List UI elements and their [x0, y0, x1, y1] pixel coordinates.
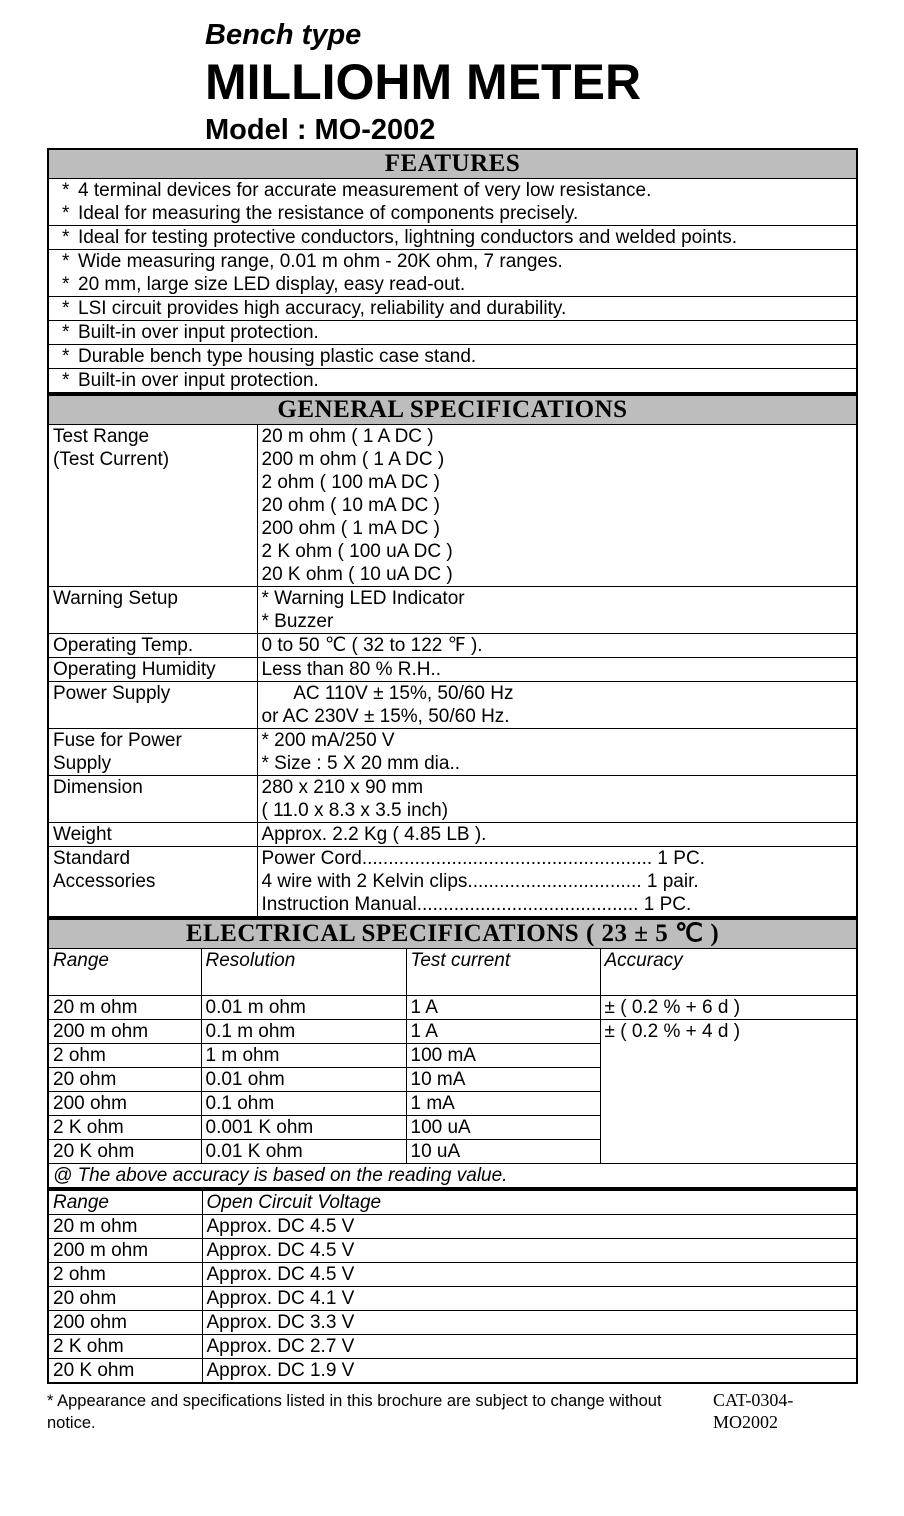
range-cell: 200 m ohm: [48, 1020, 201, 1044]
features-heading: FEATURES: [48, 149, 857, 179]
spec-row: [48, 587, 857, 634]
spec-row: [48, 425, 857, 587]
spec-row: [48, 729, 857, 776]
features-table: [47, 148, 858, 394]
feature-group-row: [48, 321, 857, 345]
spec-name-cell: [48, 587, 257, 634]
product-title: MILLIOHM METER: [205, 54, 642, 110]
product-type-label: Bench type: [205, 19, 362, 51]
spec-value-line: * Buzzer: [261, 611, 334, 632]
voltage-cell: Approx. DC 2.7 V: [202, 1335, 857, 1359]
feature-item: [53, 179, 852, 202]
table-row: [48, 1239, 857, 1263]
spec-name-line: Test Range: [53, 426, 150, 447]
spec-value-line: AC 110V ± 15%, 50/60 Hz: [261, 683, 514, 704]
range-cell: 2 K ohm: [48, 1335, 202, 1359]
spec-name-cell: [48, 729, 257, 776]
feature-group-row: [48, 226, 857, 250]
feature-text: Durable bench type housing plastic case stand.: [78, 346, 477, 367]
feature-group-row: [48, 345, 857, 369]
resolution-cell: 0.1 m ohm: [201, 1020, 406, 1044]
asterisk-bullet: *: [62, 322, 70, 343]
spec-value-line: Instruction Manual.......................................... 1 PC.: [261, 894, 692, 915]
voltage-cell: Approx. DC 4.5 V: [202, 1215, 857, 1239]
spec-name-cell: [48, 658, 257, 682]
resolution-cell: 0.001 K ohm: [201, 1116, 406, 1140]
spec-value-cell: [257, 658, 857, 682]
spec-value-line: Less than 80 % R.H..: [261, 659, 442, 680]
spec-name-line: Warning Setup: [53, 588, 178, 609]
title-block: [0, 0, 904, 148]
feature-item: [53, 297, 852, 320]
asterisk-bullet: *: [62, 180, 70, 201]
test-current-cell: 10 mA: [406, 1068, 600, 1092]
voltage-cell: Approx. DC 1.9 V: [202, 1359, 857, 1384]
table-row: [48, 1287, 857, 1311]
table-row: [48, 1359, 857, 1384]
spec-name-cell: [48, 634, 257, 658]
feature-text: Built-in over input protection.: [78, 370, 319, 391]
spec-row: [48, 658, 857, 682]
column-header-resolution: Resolution: [201, 949, 406, 996]
spec-name-line: Standard: [53, 848, 131, 869]
feature-item: [53, 250, 852, 273]
spec-value-line: Power Cord....................................................... 1 PC.: [261, 848, 705, 869]
range-cell: 200 m ohm: [48, 1239, 202, 1263]
table-row: [48, 1335, 857, 1359]
asterisk-bullet: *: [62, 274, 70, 295]
spec-value-line: ( 11.0 x 8.3 x 3.5 inch): [261, 800, 449, 821]
spec-value-cell: [257, 823, 857, 847]
test-current-cell: 1 mA: [406, 1092, 600, 1116]
resolution-cell: 0.01 ohm: [201, 1068, 406, 1092]
spec-row: [48, 634, 857, 658]
feature-group-row: [48, 179, 857, 226]
spec-name-line: Operating Temp.: [53, 635, 194, 656]
spec-name-line: Fuse for Power: [53, 730, 182, 751]
spec-row: [48, 823, 857, 847]
spec-name-cell: [48, 823, 257, 847]
electrical-specs-table: [47, 918, 858, 1189]
asterisk-bullet: *: [62, 370, 70, 391]
table-row: [48, 1215, 857, 1239]
range-cell: 2 ohm: [48, 1263, 202, 1287]
table-row: [48, 1311, 857, 1335]
general-specs-heading: GENERAL SPECIFICATIONS: [48, 395, 857, 425]
spec-value-line: 200 ohm ( 1 mA DC ): [261, 518, 440, 539]
range-cell: 20 K ohm: [48, 1140, 201, 1164]
resolution-cell: 0.1 ohm: [201, 1092, 406, 1116]
spec-name-cell: [48, 776, 257, 823]
feature-group-row: [48, 250, 857, 297]
spec-value-line: Approx. 2.2 Kg ( 4.85 LB ).: [261, 824, 487, 845]
spec-value-line: 4 wire with 2 Kelvin clips................................. 1 pair.: [261, 871, 699, 892]
resolution-cell: 0.01 m ohm: [201, 996, 406, 1020]
column-header-accuracy: Accuracy: [600, 949, 857, 996]
test-current-cell: 100 uA: [406, 1116, 600, 1140]
spec-value-cell: [257, 587, 857, 634]
spec-value-line: 200 m ohm ( 1 A DC ): [261, 449, 445, 470]
voltage-cell: Approx. DC 4.1 V: [202, 1287, 857, 1311]
test-current-cell: 10 uA: [406, 1140, 600, 1164]
resolution-cell: 0.01 K ohm: [201, 1140, 406, 1164]
range-cell: 20 m ohm: [48, 1215, 202, 1239]
column-header-test-current: Test current: [406, 949, 600, 996]
spec-name-cell: [48, 847, 257, 918]
spec-name-line: Dimension: [53, 777, 143, 798]
spec-value-line: 280 x 210 x 90 mm: [261, 777, 424, 798]
spec-value-line: * Warning LED Indicator: [261, 588, 465, 609]
table-row: [48, 1263, 857, 1287]
spec-row: [48, 682, 857, 729]
spec-value-cell: [257, 634, 857, 658]
test-current-cell: 1 A: [406, 996, 600, 1020]
feature-text: Ideal for testing protective conductors, lightning conductors and welded points.: [78, 227, 738, 248]
asterisk-bullet: *: [62, 203, 70, 224]
feature-item: [53, 226, 852, 249]
column-header-range: Range: [48, 949, 201, 996]
feature-item: [53, 321, 852, 344]
spec-name-cell: [48, 682, 257, 729]
catalog-number: CAT-0304-MO2002: [713, 1390, 794, 1432]
range-cell: 20 m ohm: [48, 996, 201, 1020]
spec-value-line: or AC 230V ± 15%, 50/60 Hz.: [261, 706, 510, 727]
asterisk-bullet: *: [62, 298, 70, 319]
feature-text: LSI circuit provides high accuracy, reliability and durability.: [78, 298, 567, 319]
spec-name-cell: [48, 425, 257, 587]
test-current-cell: 1 A: [406, 1020, 600, 1044]
feature-group-row: [48, 297, 857, 321]
feature-item: [53, 369, 852, 392]
asterisk-bullet: *: [62, 251, 70, 272]
spec-name-line: Supply: [53, 753, 112, 774]
feature-text: Wide measuring range, 0.01 m ohm - 20K ohm, 7 ranges.: [78, 251, 563, 272]
spec-name-line: Accessories: [53, 871, 156, 892]
voltage-cell: Approx. DC 4.5 V: [202, 1263, 857, 1287]
electrical-specs-heading: ELECTRICAL SPECIFICATIONS ( 23 ± 5 ℃ ): [48, 919, 857, 949]
range-cell: 20 K ohm: [48, 1359, 202, 1384]
feature-text: 4 terminal devices for accurate measurement of very low resistance.: [78, 180, 652, 201]
range-cell: 200 ohm: [48, 1092, 201, 1116]
spec-name-line: Operating Humidity: [53, 659, 216, 680]
range-cell: 2 ohm: [48, 1044, 201, 1068]
feature-item: [53, 345, 852, 368]
spec-row: [48, 776, 857, 823]
spec-value-line: 20 ohm ( 10 mA DC ): [261, 495, 440, 516]
voltage-cell: Approx. DC 4.5 V: [202, 1239, 857, 1263]
footer-note: * Appearance and specifications listed in this brochure are subject to change without notice.: [47, 1392, 662, 1432]
range-cell: 20 ohm: [48, 1068, 201, 1092]
column-header-range: Range: [48, 1190, 202, 1215]
product-model: Model : MO-2002: [205, 114, 436, 146]
note-row: [48, 1164, 857, 1189]
feature-text: Built-in over input protection.: [78, 322, 319, 343]
spec-value-cell: [257, 425, 857, 587]
spec-value-cell: [257, 729, 857, 776]
spec-value-line: 20 K ohm ( 10 uA DC ): [261, 564, 453, 585]
test-current-cell: 100 mA: [406, 1044, 600, 1068]
spec-value-line: 0 to 50 ℃ ( 32 to 122 ℉ ).: [261, 635, 483, 656]
table-row: [48, 996, 857, 1020]
spec-value-cell: [257, 847, 857, 918]
feature-group-row: [48, 369, 857, 394]
range-cell: 2 K ohm: [48, 1116, 201, 1140]
accuracy-merged-cell: ± ( 0.2 % + 4 d ): [600, 1020, 857, 1164]
feature-text: 20 mm, large size LED display, easy read-out.: [78, 274, 466, 295]
open-circuit-voltage-table: [47, 1189, 858, 1384]
asterisk-bullet: *: [62, 227, 70, 248]
spec-name-line: Power Supply: [53, 683, 171, 704]
resolution-cell: 1 m ohm: [201, 1044, 406, 1068]
spec-value-line: * Size : 5 X 20 mm dia..: [261, 753, 461, 774]
column-header-open-circuit-voltage: Open Circuit Voltage: [202, 1190, 857, 1215]
spec-name-line: Weight: [53, 824, 112, 845]
table-row: [48, 1020, 857, 1044]
feature-item: [53, 202, 852, 225]
range-cell: 200 ohm: [48, 1311, 202, 1335]
asterisk-bullet: *: [62, 346, 70, 367]
spec-value-line: 20 m ohm ( 1 A DC ): [261, 426, 434, 447]
accuracy-note: @ The above accuracy is based on the reading value.: [48, 1164, 857, 1189]
column-header-row: [48, 1190, 857, 1215]
footer: [47, 1389, 858, 1434]
accuracy-cell: ± ( 0.2 % + 6 d ): [600, 996, 857, 1020]
spec-value-line: 2 K ohm ( 100 uA DC ): [261, 541, 453, 562]
spec-name-line: (Test Current): [53, 449, 170, 470]
range-cell: 20 ohm: [48, 1287, 202, 1311]
spec-value-cell: [257, 682, 857, 729]
feature-item: [53, 273, 852, 296]
spec-value-cell: [257, 776, 857, 823]
spec-value-line: 2 ohm ( 100 mA DC ): [261, 472, 440, 493]
voltage-cell: Approx. DC 3.3 V: [202, 1311, 857, 1335]
column-header-row: [48, 949, 857, 996]
feature-text: Ideal for measuring the resistance of components precisely.: [78, 203, 579, 224]
spec-row: [48, 847, 857, 918]
general-specs-table: [47, 394, 858, 918]
spec-value-line: * 200 mA/250 V: [261, 730, 395, 751]
